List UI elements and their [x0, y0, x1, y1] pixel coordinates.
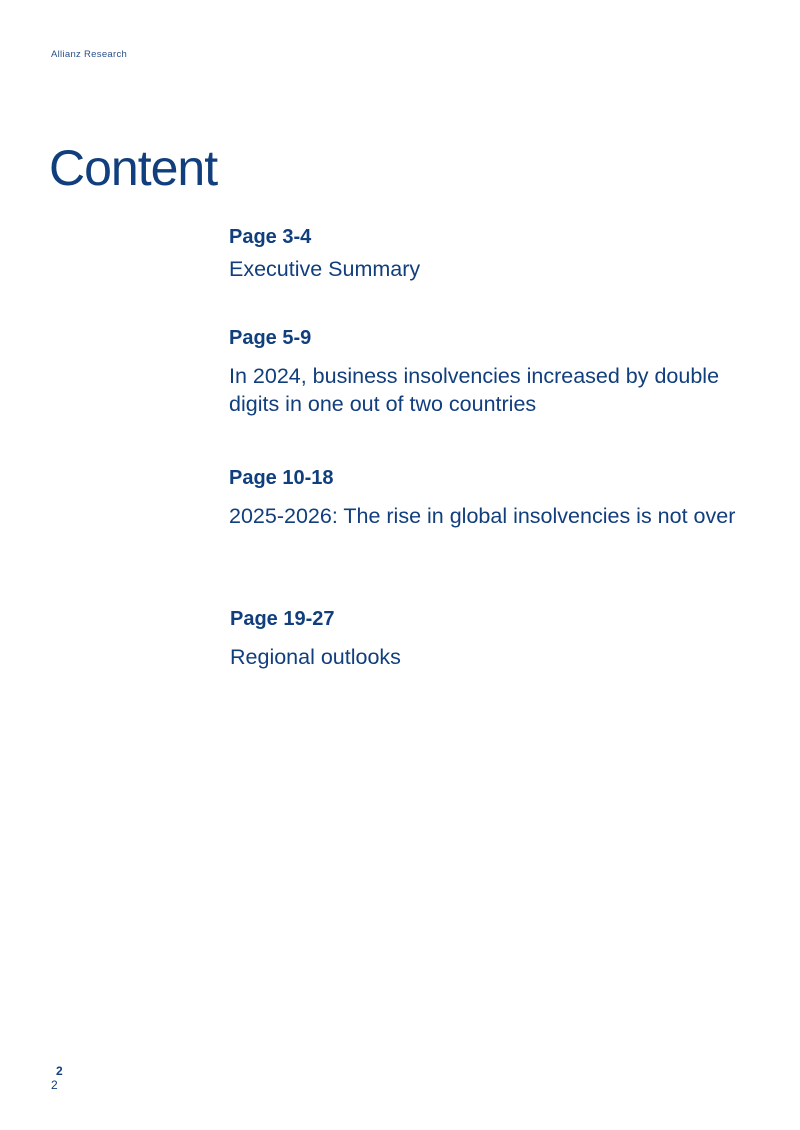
- toc-entry-pages: Page 5-9: [229, 327, 312, 349]
- toc-entry-insolvencies-2024[interactable]: [229, 325, 769, 418]
- toc-entry-title: Executive Summary: [229, 257, 421, 281]
- page-number-bold: 2: [56, 1064, 63, 1078]
- toc-entry-title: Regional outlooks: [230, 645, 401, 669]
- toc-entry-title: In 2024, business insolvencies increased by double digits in one out of two countries: [229, 364, 720, 416]
- toc-entry-pages: Page 19-27: [230, 608, 335, 630]
- header-label: Allianz Research: [51, 49, 128, 60]
- page-title: Content: [49, 140, 218, 196]
- toc-entry-pages: Page 3-4: [229, 226, 312, 248]
- toc-entry-regional-outlooks[interactable]: [230, 606, 770, 671]
- toc-entry-title: 2025-2026: The rise in global insolvencies is not over: [229, 504, 736, 528]
- page-number-plain: 2: [51, 1078, 58, 1092]
- toc-entry-executive-summary[interactable]: [229, 224, 769, 283]
- toc-entry-pages: Page 10-18: [229, 467, 334, 489]
- page-number: [51, 1064, 71, 1092]
- toc-entry-outlook-2025-2026[interactable]: [229, 465, 769, 530]
